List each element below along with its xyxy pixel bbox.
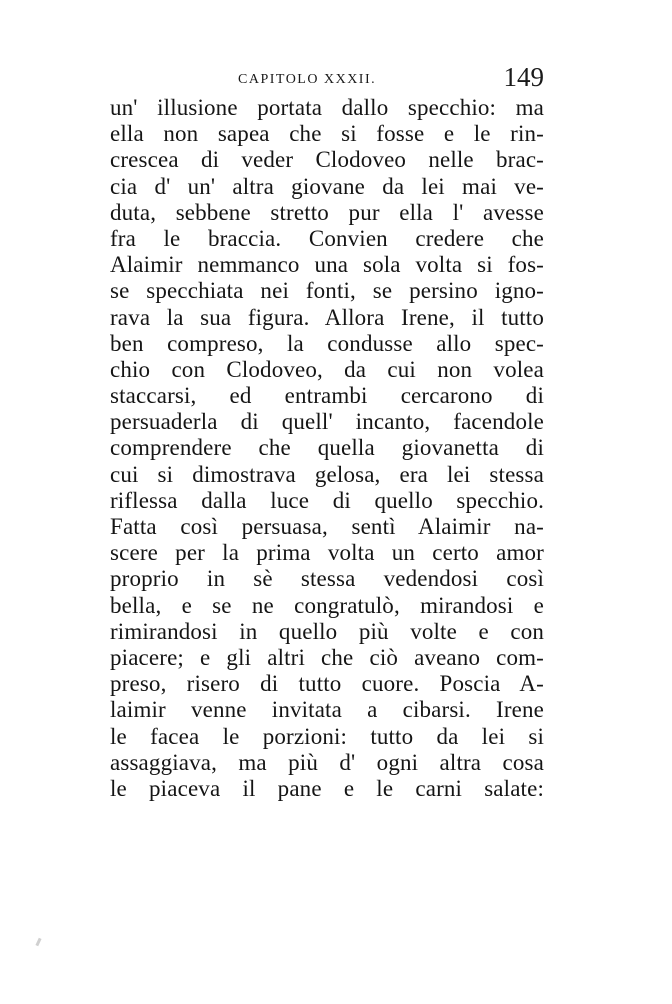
text-line: proprio in sè stessa vedendosi così xyxy=(110,566,544,592)
text-line: Alaimir nemmanco una sola volta si fos- xyxy=(110,252,544,278)
text-line: comprendere che quella giovanetta di xyxy=(110,435,544,461)
text-line: cui si dimostrava gelosa, era lei stessa xyxy=(110,461,544,487)
text-line: un' illusione portata dallo specchio: ma xyxy=(110,95,544,120)
text-line: cia d' un' altra giovane da lei mai ve- xyxy=(110,173,544,199)
text-line: piacere; e gli altri che ciò aveano com- xyxy=(110,644,544,670)
text-line: le piaceva il pane e le carni salate: xyxy=(110,775,544,801)
text-line: bella, e se ne congratulò, mirandosi e xyxy=(110,592,544,618)
body-text xyxy=(110,95,544,802)
running-head xyxy=(110,62,544,92)
text-line: duta, sebbene stretto pur ella l' avesse xyxy=(110,199,544,225)
text-line: Fatta così persuasa, sentì Alaimir na- xyxy=(110,514,544,539)
text-line: rava la sua figura. Allora Irene, il tutto xyxy=(110,304,544,330)
text-line: chio con Clodoveo, da cui non volea xyxy=(110,356,544,382)
text-line: persuaderla di quell' incanto, facendole xyxy=(110,409,544,435)
text-line: fra le braccia. Convien credere che xyxy=(110,225,544,251)
text-line: assaggiava, ma più d' ogni altra cosa xyxy=(110,749,544,775)
paper-speck xyxy=(35,938,41,947)
chapter-title: CAPITOLO XXXII. xyxy=(238,72,377,87)
text-line: le facea le porzioni: tutto da lei si xyxy=(110,723,544,749)
text-line: ben compreso, la condusse allo spec- xyxy=(110,330,544,356)
text-line: preso, risero di tutto cuore. Poscia A- xyxy=(110,671,544,697)
text-line: ella non sapea che si fosse e le rin- xyxy=(110,121,544,147)
text-line: scere per la prima volta un certo amor xyxy=(110,540,544,566)
text-line: riflessa dalla luce di quello specchio. xyxy=(110,487,544,513)
text-line: laimir venne invitata a cibarsi. Irene xyxy=(110,697,544,723)
text-line: rimirandosi in quello più volte e con xyxy=(110,618,544,644)
text-line: se specchiata nei fonti, se persino igno- xyxy=(110,278,544,304)
text-line: staccarsi, ed entrambi cercarono di xyxy=(110,383,544,409)
text-line: crescea di veder Clodoveo nelle brac- xyxy=(110,147,544,173)
page-number: 149 xyxy=(503,62,544,92)
